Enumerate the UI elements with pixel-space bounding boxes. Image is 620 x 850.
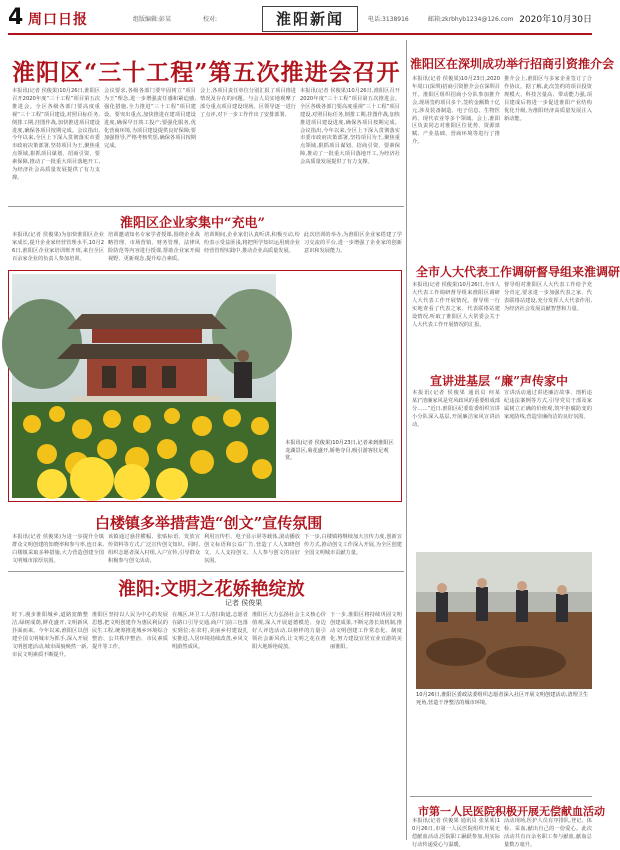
baihe-col3: 利用宣传栏、电子显示屏等载体,滚动播放创文标语和公益广告,营造了人人知晓创文、人人支持创文、人人参与创文的良好氛围。 [204, 534, 300, 564]
section-divider [410, 796, 592, 797]
enterprise-col2: 培训邀请知名专家学者授课,围绕企业战略管理、市场营销、财务管理、法律风险防范等内容进行授课,帮助企业家开阔视野、更新观念,提升综合素质。 [108, 232, 200, 262]
community-photo [416, 552, 592, 689]
page-number: 4 [8, 5, 24, 30]
enterprise-col3: 培训期间,企业家们认真听讲,积极互动,纷纷表示受益匪浅,将把所学知识运用到企业经营管理实践中,推动企业高质量发展。 [204, 232, 300, 254]
issue-date: 2020年10月30日 [519, 15, 592, 25]
community-photo-caption: 10月26日,淮阳区委政法委组织志愿者深入社区开展文明创建活动,清理卫生死角,营造干净整洁的城市环境。 [416, 692, 589, 706]
wenming-byline: 记者 侯俊果 [225, 599, 263, 607]
lian-col2: 宣讲活动通过讲述廉洁故事、剖析违纪违法案例等方式,引导党员干部及家属树立正确的价值观,筑牢拒腐防变的家庭防线,营造崇廉尚洁的良好氛围。 [504, 390, 592, 420]
shenzhen-article-col2: 推介会上,淮阳区与多家企业签订了合作协议。据了解,此次签约的项目投资规模大、科技含量高、带动能力强,项目建成后将进一步促进淮阳产业结构优化升级,为淮阳经济高质量发展注入新动能。 [504, 76, 592, 122]
newspaper-logo: 周口日报 [28, 12, 88, 28]
wenming-col3: 在城区,环卫工人清扫街道,志愿者在路口引导交通,商户门前三包落实到位;在农村,美丽乡村建设扎实推进,人居环境持续改善,乡风文明蔚然成风。 [172, 612, 248, 650]
baihe-col2: 该镇通过悬挂横幅、张贴标语、发放宣传资料等方式,广泛宣传创文知识。同时,组织志愿者深入村组,入户宣传,引导群众积极参与创文活动。 [108, 534, 200, 564]
renda-col1: 本报讯(记者 侯俊果)10月26日,全市人大代表工作调研督导组来淮阳区调研人大代表工作开展情况。督导组一行实地查看了代表之家、代表联络站建设情况,听取了淮阳区人大常委会关于人大代表工作开展情况的汇报。 [412, 282, 500, 328]
baihe-col4: 下一步,白楼镇将继续加大宣传力度,创新宣传方式,推动创文工作深入开展,为全区创建全国文明城市贡献力量。 [304, 534, 402, 556]
proofreader-meta: 校对: [203, 16, 218, 23]
wenming-headline: 淮阳:文明之花娇艳绽放 [118, 579, 305, 600]
section-title: 淮阳新闻 [262, 6, 358, 32]
shenzhen-article-col1: 本报讯(记者 侯俊果)10月23日,2020年周口(深圳)招商引资推介会在深圳召开。淮阳区组织招商小分队参加推介会,现场签约项目多个,签约金额数十亿元,涉及装备制造、电子信息、生物医药、现代农业等多个领域。会上,淮阳区负责同志对淮阳区位优势、资源禀赋、产业基础、营商环境等进行了推介。 [412, 76, 500, 146]
blood-col1: 本报讯(记者 侯俊果 通讯员 张某某)10月26日,市第一人民医院组织开展无偿献血活动,医院职工踊跃参加,用实际行动传递爱心与温暖。 [412, 818, 500, 848]
enterprise-headline: 淮阳区企业家集中“充电” [120, 216, 265, 231]
wenming-col1: 时下,漫步淮阳城乡,道路宽敞整洁,绿树成荫,鲜花盛开,文明新风扑面而来。今年以来,淮阳区以创建全国文明城市为抓手,深入开展文明创建活动,城市面貌焕然一新,市民文明素质不断提升。 [12, 612, 88, 658]
lian-col1: 本报讯(记者 侯俊果 通讯员 何某某)“清廉家风是党风政风的重要组成部分……”近日,淮阳区纪委监委组织宣讲小分队深入基层,开展廉洁家风宣讲活动。 [412, 390, 500, 428]
renda-col2: 督导组对淮阳区人大代表工作给予充分肯定,要求进一步加强代表之家、代表联络站建设,充分发挥人大代表作用,为经济社会发展贡献智慧和力量。 [504, 282, 592, 312]
main-article-col4: 本报讯(记者 侯俊果)10月26日,淮阳区召开2020年度“三十工程”项目第五次推进会。全区各级各部门要高度重视“三十工程”项目建设,对照目标任务,倒排工期,挂图作战,加快推进项目建设进度,确保各项目按期完成。会议指出,今年以来,全区上下深入贯彻落实市委市政府决策部署,坚持项目为王,聚焦重点领域,狠抓项目谋划、招商引资、要素保障,推动了一批重大项目落地开工,为经济社会高质量发展提供了有力支撑。 [300, 88, 400, 166]
baihe-col1: 本报讯(记者 侯俊果)为进一步提升全镇群众文明创建的知晓率和参与率,连日来,白楼镇采取多种措施,大力营造创建全国文明城市浓厚氛围。 [12, 534, 104, 564]
section-divider [8, 571, 404, 572]
phone-meta: 电话:3138916 [368, 16, 409, 23]
enterprise-col1: 本报讯(记者 侯俊果)为加快淮阳区企业家成长,提升企业家经营管理水平,10月26日,淮阳区企业家培训班开班,来自全区百余家企业的负责人参加培训。 [12, 232, 104, 262]
lian-headline: 宣讲进基层 “廉”声传家中 [430, 374, 568, 388]
photo-caption: 本报讯(记者 侯俊果)10月23日,记者来到淮阳区龙湖景区,菊花盛开,娇艳夺目,吸引游客驻足观赏。 [285, 440, 394, 461]
shenzhen-headline: 淮阳区在深圳成功举行招商引资推介会 [410, 57, 615, 71]
blood-col2: 活动现场,医护人员有序排队,登记、体检、采血,献出自己的一份爱心。此次活动共有百余名职工参与献血,献血总量数万毫升。 [504, 818, 592, 848]
enterprise-col4: 此次培训的举办,为淮阳区企业家搭建了学习交流的平台,进一步增强了企业家的创新意识和发展能力。 [304, 232, 402, 254]
blood-donation-headline: 市第一人民医院积极开展无偿献血活动 [418, 805, 605, 818]
section-divider [8, 206, 404, 207]
wenming-col5: 下一步,淮阳区将持续巩固文明创建成果,不断完善长效机制,推动文明创建工作常态化、制度化,努力建设宜居宜业宜游的美丽淮阳。 [330, 612, 402, 650]
email-meta: 邮箱:zkrbhyb1234@126.com [428, 16, 514, 23]
main-headline: 淮阳区“三十工程”第五次推进会召开 [12, 59, 401, 86]
main-article-col3: 会上,各项目责任单位分别汇报了项目推进情况及存在的问题。与会人员实地观摩了部分重点项目建设现场。区领导逐一进行了点评,对下一步工作作出了安排部署。 [200, 88, 296, 118]
wenming-col4: 淮阳区大力弘扬社会主义核心价值观,深入开展道德模范、身边好人评选活动,以榜样的力量引领社会新风尚,让文明之花在淮阳大地娇艳绽放。 [252, 612, 326, 650]
main-article-col2: 会议要求,各级各部门要牢固树立“项目为王”理念,进一步增强责任感和紧迫感,强化措施,全力推进“三十工程”项目建设。要突出重点,加快推进在建项目建设进度,确保早日竣工投产;要强化服务,优化营商环境,为项目建设提供良好保障;要加强督导,严格考核奖惩,确保各项目按期完成。 [104, 88, 196, 150]
chrysanthemum-photo [12, 274, 276, 498]
baihe-headline: 白楼镇多举措营造“创文”宣传氛围 [95, 514, 323, 532]
masthead [8, 6, 592, 32]
renda-headline: 全市人大代表工作调研督导组来淮调研 [416, 265, 620, 279]
header-rule [8, 33, 592, 35]
column-divider [406, 40, 407, 840]
wenming-col2: 淮阳区坚持以人民为中心的发展思想,把文明创建作为惠民利民的民生工程,统筹推进城乡环境综合整治、公共秩序整治、市民素质提升等工作。 [92, 612, 168, 650]
main-article-col1: 本报讯(记者 侯俊果)10月26日,淮阳区召开2020年度“三十工程”项目第五次推进会。全区各级各部门要高度重视“三十工程”项目建设,对照目标任务,倒排工期,挂图作战,加快推进项目建设进度,确保各项目按期完成。会议指出,今年以来,全区上下深入贯彻落实市委市政府决策部署,坚持项目为王,聚焦重点领域,狠抓项目谋划、招商引资、要素保障,推动了一批重大项目落地开工,为经济社会高质量发展提供了有力支撑。 [12, 88, 100, 181]
editor-meta: 组版编辑:彭某 [133, 16, 172, 23]
